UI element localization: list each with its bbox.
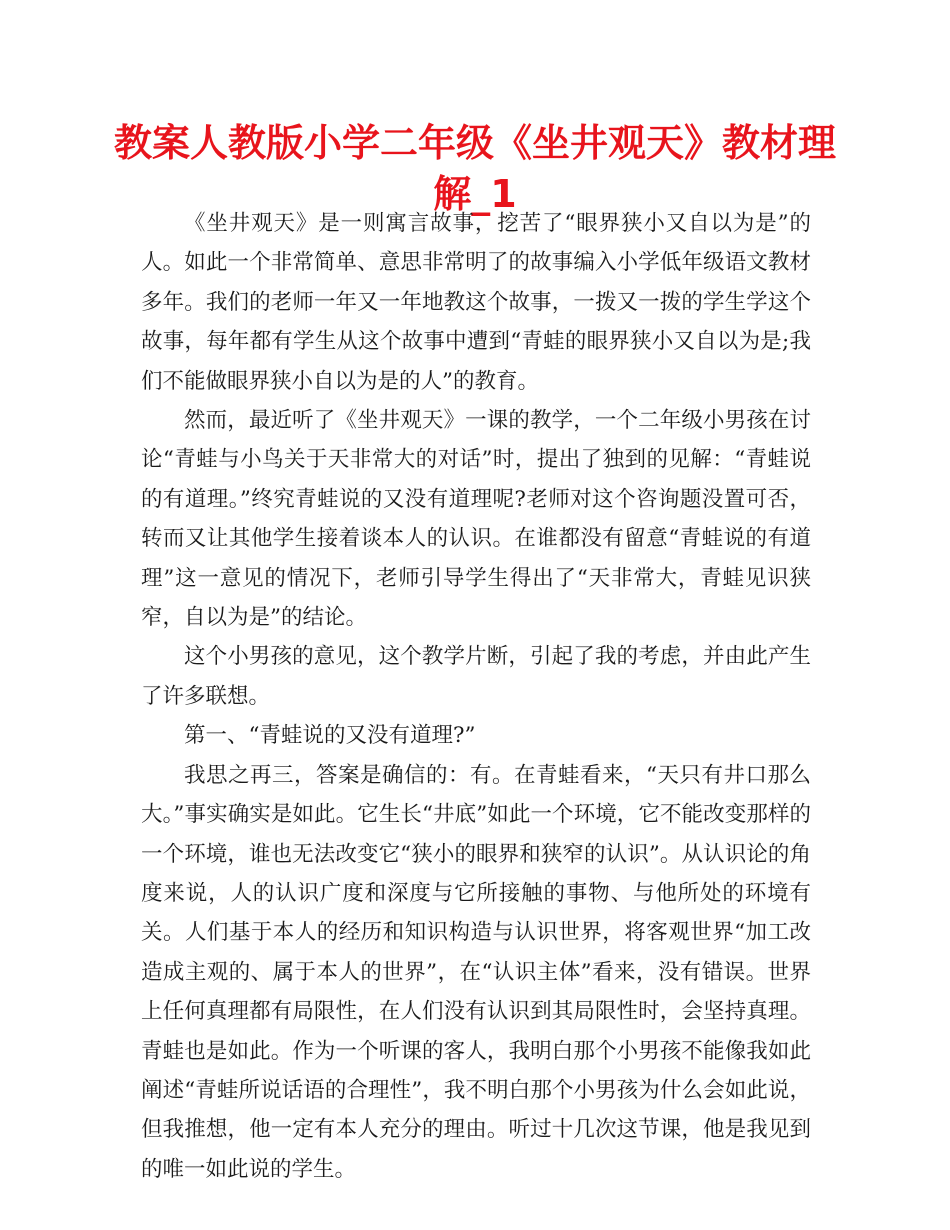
document-body (141, 204, 811, 1189)
paragraph-1: 《坐井观天》是一则寓言故事，挖苦了“眼界狭小又自以为是”的人。如此一个非常简单、意思非常明了的故事编入小学低年级语文教材多年。我们的老师一年又一年地教这个故事，一拨又一拨的学生学这个故事，每年都有学生从这个故事中遭到“青蛙的眼界狭小又自以为是;我们不能做眼界狭小自以为是的人”的教育。 (141, 211, 811, 394)
paragraph-5: 我思之再三，答案是确信的：有。在青蛙看来，“天只有井口那么大。”事实确实是如此。它生长“井底”如此一个环境，它不能改变那样的一个环境，谁也无法改变它“狭小的眼界和狭窄的认识”。从认识论的角度来说，人的认识广度和深度与它所接触的事物、与他所处的环境有关。人们基于本人的经历和知识构造与认识世界，将客观世界“加工改造成主观的、属于本人的世界”，在“认识主体”看来，没有错误。世界上任何真理都有局限性，在人们没有认识到其局限性时，会坚持真理。青蛙也是如此。作为一个听课的客人，我明白那个小男孩不能像我如此阐述“青蛙所说话语的合理性”，我不明白那个小男孩为什么会如此说，但我推想，他一定有本人充分的理由。听过十几次这节课，他是我见到的唯一如此说的学生。 (141, 762, 811, 1182)
paragraph-4-section-heading: 第一、“青蛙说的又没有道理?” (184, 723, 476, 749)
paragraph-2: 然而，最近听了《坐井观天》一课的教学，一个二年级小男孩在讨论“青蛙与小鸟关于天非常大的对话”时，提出了独到的见解：“青蛙说的有道理。”终究青蛙说的又没有道理呢?老师对这个咨询题没置可否，转而又让其他学生接着谈本人的认识。在谁都没有留意“青蛙说的有道理”这一意见的情况下，老师引导学生得出了“天非常大，青蛙见识狭窄，自以为是”的结论。 (141, 408, 811, 631)
paragraph-3: 这个小男孩的意见，这个教学片断，引起了我的考虑，并由此产生了许多联想。 (141, 644, 811, 709)
document-title: 教案人教版小学二年级《坐井观天》教材理解_1 (113, 121, 836, 216)
